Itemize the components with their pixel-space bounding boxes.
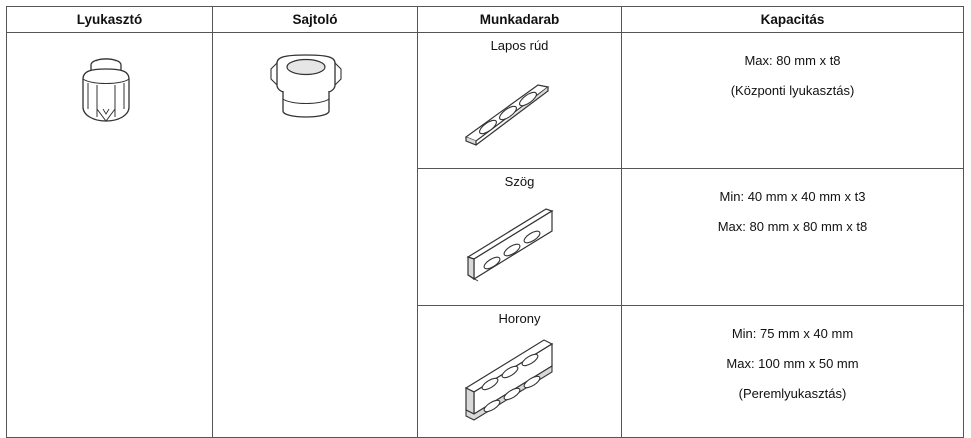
die-cell [213,33,418,438]
workpiece-cell-flat-bar [418,33,622,169]
workpiece-label: Lapos rúd [490,38,549,53]
tooling-table [6,6,964,438]
header-workpiece: Munkadarab [418,7,622,33]
capacity-cell-channel [622,306,964,438]
workpiece-label: Szög [504,174,535,189]
flat-bar-icon [462,79,554,151]
table-row [7,33,964,169]
punch-cell [7,33,213,438]
header-die: Sajtoló [213,7,418,33]
capacity-line: (Peremlyukasztás) [738,386,847,401]
capacity-cell-angle [622,169,964,306]
punch-icon [75,51,137,131]
capacity-cell-flat-bar [622,33,964,169]
die-icon [269,49,343,127]
channel-icon [460,336,556,432]
angle-iron-icon [462,203,556,287]
workpiece-cell-angle [418,169,622,306]
capacity-line: (Központi lyukasztás) [730,83,855,98]
capacity-line: Max: 80 mm x t8 [744,53,841,68]
capacity-line: Min: 40 mm x 40 mm x t3 [719,189,866,204]
capacity-line: Min: 75 mm x 40 mm [731,326,854,341]
capacity-line: Max: 80 mm x 80 mm x t8 [717,219,868,234]
header-row [7,7,964,33]
capacity-line: Max: 100 mm x 50 mm [726,356,859,371]
workpiece-cell-channel [418,306,622,438]
header-punch: Lyukasztó [7,7,213,33]
workpiece-label: Horony [498,311,541,326]
header-capacity: Kapacitás [622,7,964,33]
